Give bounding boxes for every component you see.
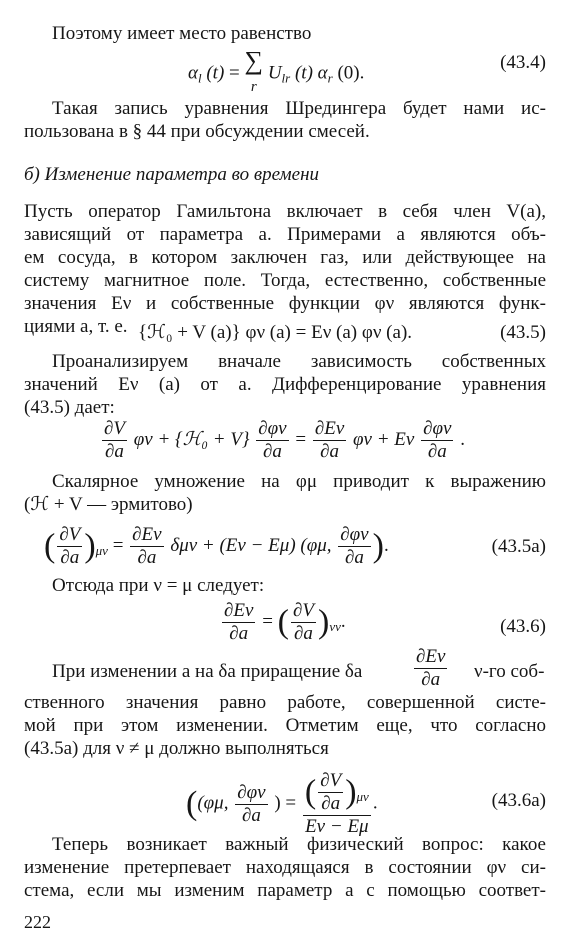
paragraph-line: зависящий от параметра a. Примерами a являются объ- <box>24 224 546 245</box>
paragraph-line: (43.5) дает: <box>24 397 115 418</box>
equation-43-6: $\frac{\partial E\nu}{\partial a}$ = ( $\frac{\partial V}{\partial a}$ )$_{\nu\nu}$. <box>224 600 346 644</box>
paragraph-line: Проанализируем вначале зависимость собственных <box>52 351 546 372</box>
equation-43-5a: ( $\frac{\partial V}{\partial a}$ )$_{\mu\nu}$ = $\frac{\partial E\nu}{\partial a}$ δμν + (Eν − Eμ) (φμ, $\frac{\partial\varphi\nu}{\partial a}$ ). <box>44 524 389 568</box>
paragraph-line: Теперь возникает важный физический вопрос: какое <box>52 834 546 855</box>
paragraph-line: (ℋ + V — эрмитово) <box>24 494 193 515</box>
paragraph-line: ем сосуда, в котором заключен газ, или действующее на <box>24 247 546 268</box>
eq-number-43-6a: (43.6a) <box>491 790 546 811</box>
paragraph-line: Пусть оператор Гамильтона включает в себя член V(a), <box>24 201 546 222</box>
equation-43-5: {ℋ₀ + V (a)} φν (a) = Eν (a) φν (a). <box>138 322 413 343</box>
paragraph-line: Отсюда при ν = μ следует: <box>52 575 265 596</box>
paragraph-line: (43.5a) для ν ≠ μ должно выполняться <box>24 738 329 759</box>
paragraph-line: значения Eν и собственные функции φν являются функ- <box>24 293 546 314</box>
inline-fraction: $\frac{\partial E\nu}{\partial a}$ <box>416 646 446 690</box>
paragraph-line: мой при этом изменении. Отметим еще, что согласно <box>24 715 546 736</box>
paragraph-line: Такая запись уравнения Шредингера будет нами ис- <box>52 98 546 119</box>
eq-lhs: α <box>188 62 198 84</box>
eq-number-43-4: (43.4) <box>500 52 546 73</box>
equation-43-6a: ((φμ, $\frac{\partial\varphi\nu}{\partial a}$ ) = ( $\frac{\partial V}{\partial a}$ )$_{\mu\nu}$ Eν − Eμ . <box>186 770 378 837</box>
paragraph-line: ственного значения равно работе, совершенной систе- <box>24 692 546 713</box>
paragraph-line: значений Eν (a) от a. Дифференцирование уравнения <box>24 374 546 395</box>
paragraph-line: ν-го соб- <box>474 661 545 682</box>
paragraph-line: пользована в § 44 при обсуждении смесей. <box>24 121 370 142</box>
paragraph-line: стема, если мы изменим параметр a с помощью соответ- <box>24 880 546 901</box>
page-number: 222 <box>24 912 51 932</box>
eq-number-43-5: (43.5) <box>500 322 546 343</box>
sum-symbol: ∑ r <box>244 46 264 95</box>
section-heading: б) Изменение параметра во времени <box>24 164 320 185</box>
paragraph-line: циями a, т. е. <box>24 316 128 337</box>
paragraph-line: Скалярное умножение на φμ приводит к выражению <box>52 471 546 492</box>
equation-differentiated: $\frac{\partial V}{\partial a}$ φν + {ℋ₀ + V} $\frac{\partial\varphi\nu}{\partial a}$ = $\frac{\partial E\nu}{\partial a}$ φν + Eν $\frac{\partial\varphi\nu}{\partial a}$ . <box>104 418 465 462</box>
paragraph-line: При изменении a на δa приращение δa <box>52 661 363 682</box>
eq-number-43-6: (43.6) <box>500 616 546 637</box>
equation-43-4: $\alpha_l$ (t) = ∑ r $U_{lr}$ (t) $\alpha_r$ (0). <box>188 50 364 98</box>
intro-text: Поэтому имеет место равенство <box>52 23 312 44</box>
paragraph-line: систему магнитное поле. Тогда, естественно, собственные <box>24 270 546 291</box>
eq-number-43-5a: (43.5a) <box>491 536 546 557</box>
eq-arg: (t) <box>206 62 225 84</box>
paragraph-line: изменение претерпевает находящаяся в состоянии φν си- <box>24 857 546 878</box>
